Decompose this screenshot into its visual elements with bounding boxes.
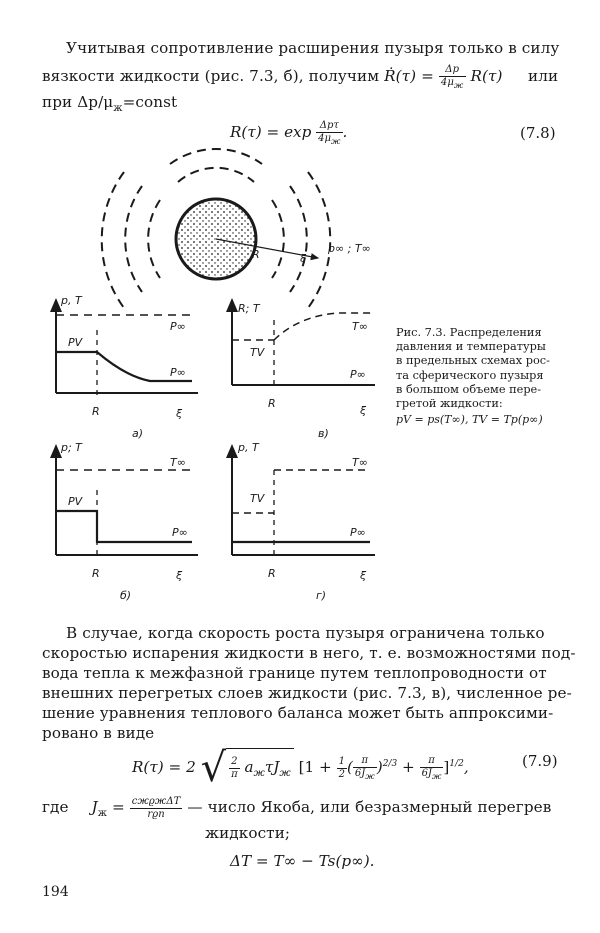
four-mu: 4μ: [440, 76, 454, 88]
panel-g-bottom-label: P∞: [350, 526, 366, 539]
panel-a-top-label: P∞: [170, 320, 186, 333]
para2-line2: скоростью испарения жидкости в него, т. е. возможностями под-: [42, 644, 576, 662]
bubble-xi: ξ: [300, 252, 307, 265]
caption-line-3: в предельных схемах рос-: [396, 354, 550, 368]
caption-line-1: Рис. 7.3. Распределения: [396, 326, 542, 339]
frac-pi-6J-2: [420, 756, 444, 780]
wave-right-2: [290, 186, 307, 292]
panel-a-R: R: [92, 405, 100, 418]
caption-line-5: в большом объеме пере-: [396, 382, 542, 396]
where-line: где $J_ж$ = $\frac{\text{cжϱжΔT}}{\text{rϱп}}$ — число Якоба, или безразмерный перегрев: [42, 795, 552, 820]
panel-a-y-label: p, T: [61, 294, 82, 307]
panel-v-xi: ξ: [360, 404, 367, 417]
panel-g-R: R: [268, 567, 276, 580]
panel-a-sub: а): [132, 427, 144, 440]
eq79-comma: ,: [463, 758, 469, 777]
panel-v-sub: в): [318, 427, 329, 440]
bracket-open: [1 +: [298, 758, 332, 777]
panel-v-top-label: T∞: [352, 320, 368, 333]
exp-1-2: 1/2: [449, 759, 464, 769]
wave-top-2: [170, 149, 262, 164]
panel-g: [232, 441, 375, 602]
r-tau: R(τ): [470, 67, 503, 85]
caption-line-2: давления и температуры: [396, 340, 546, 354]
panel-g-left-label: TV: [250, 492, 265, 505]
frac-pi-6J-1: [353, 756, 377, 780]
para2-line4: внешних перегретых слоев жидкости (рис. 7.3, в), численное ре-: [42, 684, 572, 702]
panel-b-R: R: [92, 567, 100, 580]
J-sub: ж: [279, 768, 291, 780]
pi-2: π: [420, 756, 444, 768]
caption-line-6: гретой жидкости:: [396, 397, 503, 411]
sixJ-2: [420, 768, 444, 780]
sqrt-content: [226, 748, 294, 792]
eq78-zh: ж: [331, 135, 341, 146]
panel-b-y-label: p; T: [61, 441, 82, 454]
para1-line3b: =const: [122, 93, 178, 111]
plus-sign: +: [402, 758, 415, 777]
J-symbol-sub: ж: [97, 808, 108, 820]
tau-J: τJ: [264, 758, 280, 777]
wave-top-1: [178, 168, 254, 182]
where-prefix: где: [42, 798, 69, 816]
bubble-R: R: [252, 248, 260, 261]
panel-b-left-label: PV: [68, 495, 83, 508]
wave-left-1: [148, 200, 160, 278]
half-num: 1: [338, 755, 345, 767]
two: 2: [229, 757, 240, 769]
panel-v-R: R: [268, 397, 276, 410]
frac-num: Δp: [439, 65, 466, 77]
bubble-diagram: [102, 149, 371, 308]
eq-7-8: R(τ) = exp $\frac{\text{Δpτ}}{4\mu_ж}$ .: [230, 119, 348, 146]
zh-sub: ж: [453, 79, 464, 90]
caption-formula: pV = ps(T∞), TV = Tp(p∞): [396, 413, 543, 427]
eq-7-9-label: (7.9): [522, 752, 558, 770]
a-var: a: [244, 758, 254, 777]
panel-v-y-label: R; T: [238, 302, 260, 315]
eq79-lhs: R(τ) = 2: [132, 758, 196, 777]
panel-b-bottom-label: P∞: [172, 526, 188, 539]
panel-b-xi: ξ: [176, 569, 183, 582]
jacob-fraction: [130, 797, 183, 820]
where-line2: жидкости;: [205, 824, 291, 842]
sixJ-1: [353, 768, 377, 780]
panel-a-bottom-label: P∞: [170, 366, 186, 379]
jacob-num: cжϱжΔT: [131, 795, 181, 807]
sixJ-1-text: 6J: [354, 767, 366, 779]
exp-2-3: 2/3: [382, 759, 398, 769]
jacob-den: rϱп: [147, 808, 165, 820]
panel-a: [56, 294, 198, 440]
panel-g-top-label: T∞: [352, 456, 368, 469]
sixJ-2-text: 6J: [421, 767, 432, 779]
para2-line3: вода тепла к межфазной границе путем теплопроводности от: [42, 664, 547, 682]
panel-b-sub: б): [120, 589, 132, 602]
sqrt-sign: √: [200, 745, 227, 792]
mu-sub: ж: [113, 103, 123, 115]
frac-half: [337, 757, 347, 780]
rdot-expr: Ṙ(τ) =: [384, 67, 434, 85]
eq78-four-mu: 4μ: [318, 132, 332, 144]
paren-open: (: [346, 758, 353, 777]
delta-T-eq: ΔT = T∞ − Ts(p∞).: [230, 852, 375, 870]
panel-a-left-label: PV: [68, 336, 83, 349]
wave-right-3: [308, 172, 330, 308]
paren-close: ): [376, 758, 383, 777]
para2-line1: В случае, когда скорость роста пузыря ограничена только: [66, 624, 545, 642]
panel-b: [56, 441, 198, 602]
eq78-lhs: R(τ) = exp: [230, 123, 312, 141]
bubble-pinf: p∞ ; T∞: [328, 242, 371, 255]
figure-caption: [396, 326, 566, 427]
bracket-close: ]: [443, 758, 450, 777]
panel-g-sub: г): [316, 589, 327, 602]
eq-7-8-label: (7.8): [520, 124, 556, 142]
eq78-num: Δpτ: [316, 121, 342, 133]
para1-or: или: [528, 67, 559, 85]
panel-b-top-label: T∞: [170, 456, 186, 469]
pi: π: [231, 768, 238, 780]
panel-v-left-label: TV: [250, 346, 265, 359]
sixJ-1-sub: ж: [365, 770, 375, 781]
sixJ-2-sub: ж: [431, 770, 442, 781]
page-number: 194: [42, 884, 69, 900]
frac-2-pi: [229, 757, 240, 780]
J-symbol: J: [91, 798, 98, 816]
para1-line2-text: вязкости жидкости (рис. 7.3, б), получим: [42, 67, 380, 85]
wave-right-1: [272, 200, 284, 278]
panel-g-y-label: p, T: [238, 441, 259, 454]
caption-line-4: та сферического пузыря: [396, 368, 544, 382]
para2-line6: ровано в виде: [42, 724, 155, 742]
panel-a-xi: ξ: [176, 407, 183, 420]
where-text: — число Якоба, или безразмерный перегрев: [187, 798, 552, 816]
a-sub: ж: [253, 768, 265, 780]
panel-v: [232, 300, 375, 440]
para2-line5: шение уравнения теплового баланса может быть аппроксими-: [42, 704, 554, 722]
half-den: 2: [338, 768, 345, 780]
eq-7-9: [132, 746, 469, 792]
para1-line1: Учитывая сопротивление расширения пузыря только в силу: [66, 39, 560, 57]
panel-g-xi: ξ: [360, 569, 367, 582]
wave-left-3: [102, 172, 124, 308]
panel-v-bottom-label: P∞: [350, 368, 366, 381]
wave-left-2: [125, 186, 142, 292]
pi-1: π: [353, 756, 377, 768]
para1-line3a: при Δp/μ: [42, 93, 114, 111]
